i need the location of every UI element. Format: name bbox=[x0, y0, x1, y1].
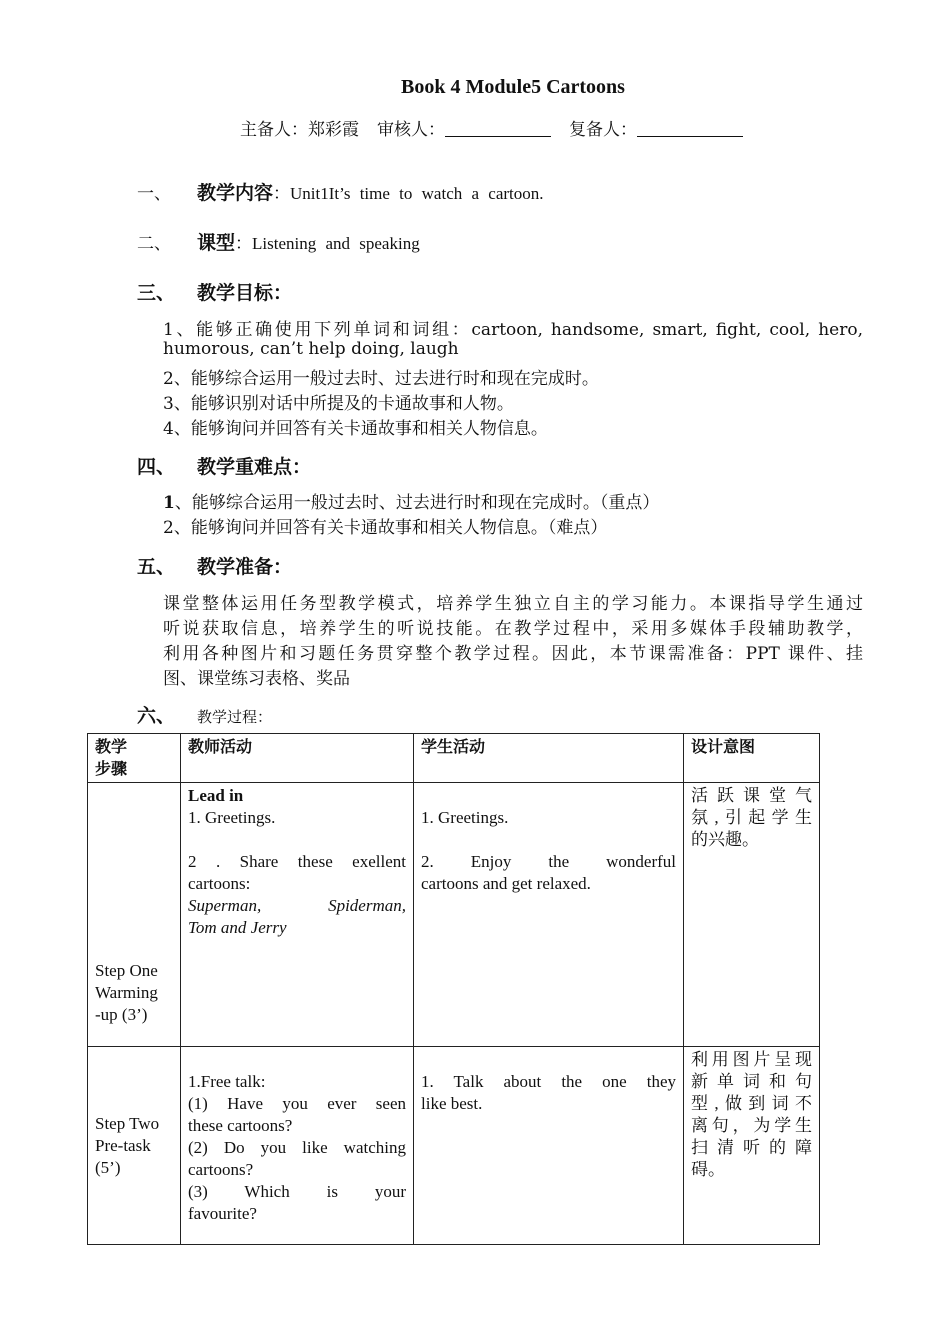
lesson-content: Unit1It’s time to watch a cartoon. bbox=[290, 184, 544, 203]
main-preparer-label: 主备人： bbox=[240, 120, 308, 140]
design-intent-cell: 活跃课堂气 氛,引起学生 的兴趣。 bbox=[684, 783, 820, 1047]
objective-line: 1、能够正确使用下列单词和词组：cartoon, handsome, smart, fight, cool, hero, bbox=[163, 320, 863, 340]
lesson-type: Listening and speaking bbox=[252, 234, 420, 253]
header-step: 教学 步骤 bbox=[88, 734, 181, 783]
co-preparer-label: 复备人： bbox=[569, 120, 637, 140]
student-activity-cell: 1. Greetings. 2. Enjoy the wonderful cartoons and get relaxed. bbox=[414, 783, 684, 1047]
header-teacher: 教师活动 bbox=[181, 734, 414, 783]
objective-line: 3、能够识别对话中所提及的卡通故事和人物。 bbox=[163, 394, 514, 414]
page-title: Book 4 Module5 Cartoons bbox=[401, 76, 625, 98]
section-key-points: 四、 教学重难点： bbox=[137, 456, 312, 478]
step-cell: Step Two Pre-task (5’) bbox=[88, 1047, 181, 1245]
header-intent: 设计意图 bbox=[684, 734, 820, 783]
header-student: 学生活动 bbox=[414, 734, 684, 783]
objective-line: 4、能够询问并回答有关卡通故事和相关人物信息。 bbox=[163, 419, 548, 439]
teaching-process-table bbox=[87, 733, 820, 1245]
table-row bbox=[88, 783, 820, 1047]
reviewer-label: 审核人： bbox=[377, 120, 445, 140]
section-objectives: 三、 教学目标： bbox=[137, 282, 293, 304]
table-row bbox=[88, 1047, 820, 1245]
main-preparer-name: 郑彩霞 bbox=[308, 120, 359, 140]
objective-line: humorous, can’t help doing, laugh bbox=[163, 339, 459, 359]
key-point-line: 1、能够综合运用一般过去时、过去进行时和现在完成时。（重点） bbox=[163, 493, 660, 513]
design-intent-cell: 利用图片呈现 新单词和句 型,做到词不 离句，为学生 扫清听的障 碍。 bbox=[684, 1047, 820, 1245]
section-process: 六、 教学过程： bbox=[137, 705, 273, 727]
preparation-line: 利用各种图片和习题任务贯穿整个教学过程。因此，本节课需准备：PPT 课件、挂 bbox=[163, 644, 863, 664]
preparation-line: 图、课堂练习表格、奖品 bbox=[163, 669, 350, 689]
teacher-activity-cell: 1.Free talk: (1) Have you ever seen these cartoons? (2) Do you like watching cartoons? (3) Which is your favourite? bbox=[181, 1047, 414, 1245]
table-header-row bbox=[88, 734, 820, 783]
section-content: 一、 教学内容：Unit1It’s time to watch a cartoon. bbox=[137, 182, 544, 204]
teacher-activity-cell: Lead in 1. Greetings. 2 . Share these exellent cartoons: Superman, Spiderman, Tom and Jerry bbox=[181, 783, 414, 1047]
reviewer-blank bbox=[445, 122, 551, 137]
student-activity-cell: 1. Talk about the one they like best. bbox=[414, 1047, 684, 1245]
section-preparation: 五、 教学准备： bbox=[137, 556, 293, 578]
co-preparer-blank bbox=[637, 122, 743, 137]
key-point-line: 2、能够询问并回答有关卡通故事和相关人物信息。（难点） bbox=[163, 518, 608, 538]
section-lesson-type: 二、 课型：Listening and speaking bbox=[137, 232, 420, 254]
step-cell: Step One Warming -up (3’) bbox=[88, 783, 181, 1047]
objective-line: 2、能够综合运用一般过去时、过去进行时和现在完成时。 bbox=[163, 369, 599, 389]
preparation-line: 听说获取信息，培养学生的听说技能。在教学过程中，采用多媒体手段辅助教学， bbox=[163, 619, 863, 639]
preparers-line bbox=[240, 115, 743, 140]
preparation-line: 课堂整体运用任务型教学模式，培养学生独立自主的学习能力。本课指导学生通过 bbox=[163, 594, 863, 614]
